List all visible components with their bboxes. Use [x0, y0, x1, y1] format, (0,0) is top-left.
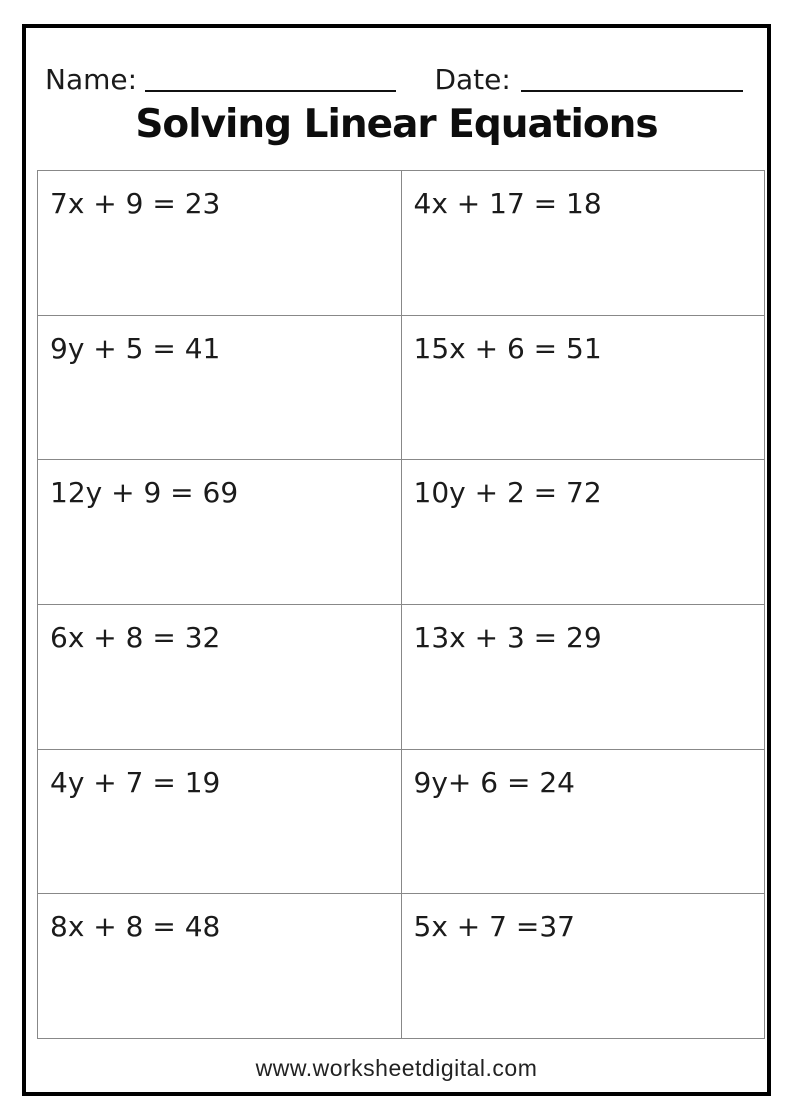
equation-text: 9y + 5 = 41 — [50, 331, 221, 365]
equation-text: 12y + 9 = 69 — [50, 476, 239, 510]
footer — [26, 1055, 767, 1082]
equation-text: 13x + 3 = 29 — [413, 621, 602, 654]
website-url: www.worksheetdigital.com — [255, 1055, 538, 1081]
problem-cell-1 — [37, 170, 401, 315]
name-blank-line — [145, 89, 396, 92]
problem-cell-11 — [37, 893, 401, 1038]
worksheet-title: Solving Linear Equations — [135, 102, 658, 147]
problem-cell-2 — [401, 170, 765, 315]
equation-text: 15x + 6 = 51 — [413, 331, 602, 365]
problem-cell-3 — [37, 315, 401, 460]
equation-text: 6x + 8 = 32 — [50, 621, 221, 654]
problem-cell-8 — [401, 604, 765, 749]
equation-text: 8x + 8 = 48 — [50, 910, 221, 944]
problems-grid — [37, 170, 765, 1039]
name-date-row — [45, 54, 743, 98]
problem-cell-10 — [401, 749, 765, 894]
equation-text: 4x + 17 = 18 — [413, 187, 602, 220]
equation-text: 10y + 2 = 72 — [413, 476, 602, 510]
equation-text: 5x + 7 =37 — [413, 910, 575, 944]
equation-text: 9y+ 6 = 24 — [413, 765, 575, 799]
problem-cell-7 — [37, 604, 401, 749]
problem-cell-5 — [37, 459, 401, 604]
problem-cell-4 — [401, 315, 765, 460]
date-blank-line — [521, 89, 743, 92]
date-label: Date: — [434, 63, 511, 97]
equation-text: 4y + 7 = 19 — [50, 765, 221, 799]
problem-cell-6 — [401, 459, 765, 604]
problem-cell-9 — [37, 749, 401, 894]
worksheet-page — [22, 24, 771, 1096]
equation-text: 7x + 9 = 23 — [50, 187, 221, 220]
name-label: Name: — [45, 63, 138, 97]
problem-cell-12 — [401, 893, 765, 1038]
